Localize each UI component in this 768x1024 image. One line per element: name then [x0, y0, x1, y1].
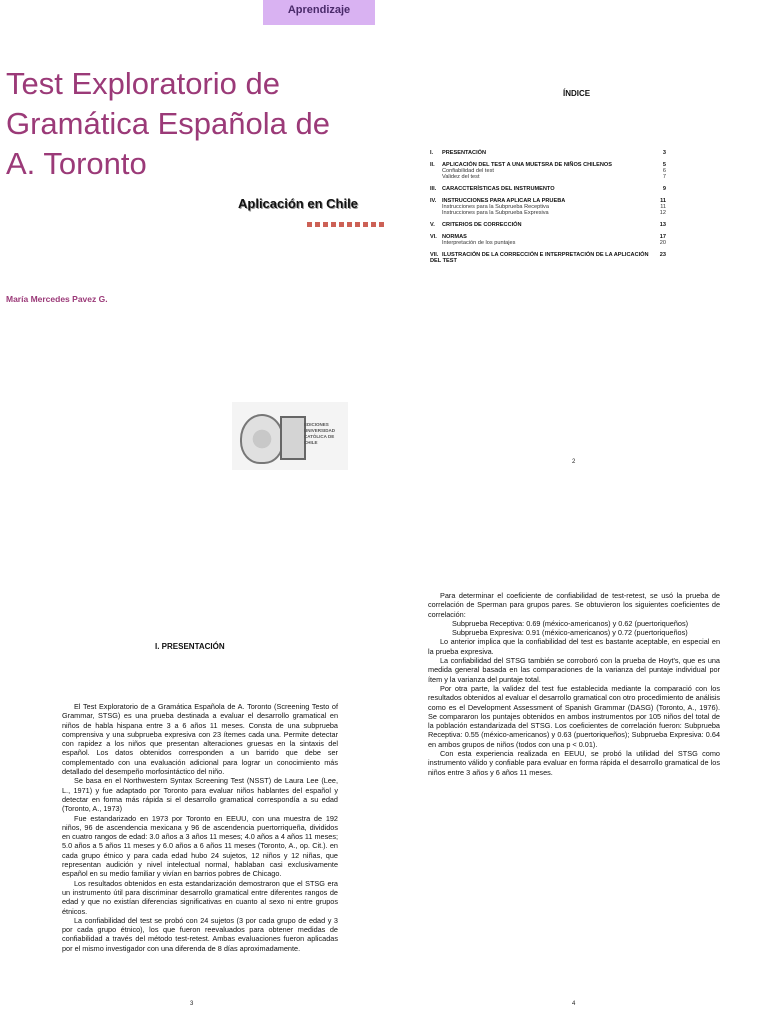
toc-entry-number: II.: [430, 162, 435, 168]
toc-entry-number: III.: [430, 186, 437, 192]
toc-subentry-page: 7: [662, 174, 666, 180]
toc-subentry[interactable]: [430, 210, 666, 216]
publisher-logos: [232, 402, 348, 470]
toc-entry-page: 23: [659, 252, 666, 258]
toc-entry-page: 5: [662, 162, 666, 168]
paragraph: Por otra parte, la validez del test fue establecida mediante la comparació con los resultados obtenidos al evaluar el desarrollo gramatical con otro procedimiento de análisis como es el Development Assessment of Spanish Grammar (DASG) (Toronto, A., 1976). Se compararon los puntajes obtenidos en ambos instrumentos por 105 niños del total de la población estandarizada del STSG. Los coeficientes de correlación fueron: Subprueba Receptiva: 0.55 (méxico-americanos) y 0.63 (puertoriqueños); Subprueba Expresiva: 0.64 en ambos grupos de niños (todos con una p < 0.01).: [428, 683, 720, 749]
toc-entry-page: 17: [659, 234, 666, 240]
paragraph: Lo anterior implica que la confiabilidad del test es bastante aceptable, en especial en la prueba expresiva.: [428, 637, 720, 656]
paragraph: Subprueba Expresiva: 0.91 (méxico-americanos) y 0.72 (puertoriqueños): [452, 628, 688, 638]
right-column-text: [428, 591, 720, 777]
toc-entry-page: 13: [659, 222, 666, 228]
toc-subentry-page: 12: [659, 210, 666, 216]
toc-subentry-label: Instrucciones para la Subprueba Expresiva: [442, 210, 549, 216]
toc-subentry[interactable]: [430, 240, 666, 246]
toc-entry-number: IV.: [430, 198, 437, 204]
toc-entry[interactable]: [430, 186, 666, 192]
toc-subentry-page: 6: [662, 168, 666, 174]
paragraph: Para determinar el coeficiente de confiabilidad de test-retest, se usó la prueba de correlación de Sperman para grupos pares. Se obtuvieron los siguientes coeficientes de correlación:: [428, 591, 720, 619]
paragraph: La confiabilidad del test se probó con 24 sujetos (3 por cada grupo de edad y 3 por cada grupo étnico), los que fueron reevaluados para obtener medidas de confiabilidad a través del método test-retest. Ambas evaluaciones fueron aplicadas por el mismo investigador con una diferenda de 8 días aproximadamente.: [62, 915, 338, 953]
toc-subentry-label: Confiabilidad del test: [442, 168, 494, 174]
toc-entry[interactable]: [430, 162, 666, 180]
paragraph: Los resultados obtenidos en esta estandarización demostraron que el STSG era un instrumento útil para discriminar desarrollo gramatical entre diferentes rangos de edad y que no existían diferencias significativas en cuanto al sexo ni entre grupos étnicos.: [62, 878, 338, 916]
toc-entry-label: CRITERIOS DE CORRECCIÓN: [442, 222, 522, 228]
toc-entry-label: NORMAS: [442, 234, 467, 240]
category-tag[interactable]: Aprendizaje: [263, 0, 375, 25]
toc-entry-number: I.: [430, 150, 434, 156]
toc-subentry-label: Instrucciones para la Subprueba Receptiva: [442, 204, 549, 210]
toc-entry[interactable]: [430, 252, 666, 264]
toc-entry-label: CARACCTERÍSTICAS DEL INSTRUMENTO: [442, 186, 555, 192]
university-seal-icon: [240, 414, 284, 464]
toc-entry-number: V.: [430, 222, 435, 228]
toc-entry-page: 9: [662, 186, 666, 192]
table-of-contents: [430, 150, 666, 270]
toc-entry-label: PRESENTACIÓN: [442, 150, 487, 156]
toc-entry-number: VII.: [430, 252, 439, 258]
toc-entry[interactable]: [430, 234, 666, 246]
publisher-logo-text: EDICIONES UNIVERSIDAD CATÓLICA DE CHILE: [304, 422, 336, 445]
toc-entry-number: VI.: [430, 234, 437, 240]
toc-entry-label: APLICACIÓN DEL TEST A UNA MUETSRA DE NIÑOS CHILENOS: [442, 162, 612, 168]
page-number: 4: [572, 1001, 576, 1007]
toc-entry[interactable]: [430, 222, 666, 228]
toc-subentry-page: 11: [660, 204, 666, 210]
toc-entry-page: 11: [660, 198, 666, 204]
paragraph: Se basa en el Northwestern Syntax Screening Test (NSST) de Laura Lee (Lee, L., 1971) y fue adaptado por Toronto para evaluar niños hablantes del español y detectar en forma más rápida si el desarrollo gramatical correspondía a su edad (Toronto, A., 1973): [62, 776, 338, 814]
publisher-emblem-icon: [280, 416, 306, 460]
toc-subentry-label: Validez del test: [442, 174, 480, 180]
toc-subentry-label: Interpretación de los puntajes: [442, 240, 516, 246]
paragraph: Subprueba Receptiva: 0.69 (méxico-americanos) y 0.62 (puertoriqueños): [452, 618, 689, 628]
paragraph: Con esta experiencia realizada en EEUU, se probó la utilidad del STSG como instrumento válido y confiable para evaluar en forma rápida el desarrollo gramatical de los niños entre 3 años y 6 años 11 meses.: [428, 749, 720, 777]
index-title: ÍNDICE: [563, 89, 591, 98]
left-column-text: [62, 702, 338, 953]
paragraph: La confiabilidad del STSG también se corroboró con la prueba de Hoyt's, que es una medida general basada en las comparaciones de la varianza del puntaje individual por ítem y la varianza del puntaje total.: [428, 656, 720, 684]
section-heading: I. PRESENTACIÓN: [155, 642, 225, 651]
toc-entry-page: 3: [662, 150, 666, 156]
toc-entry-label: INSTRUCCIONES PARA APLICAR LA PRUEBA: [442, 198, 566, 204]
toc-entry[interactable]: [430, 150, 666, 156]
toc-subentry-page: 20: [659, 240, 666, 246]
toc-entry-label: ILUSTRACIÓN DE LA CORRECCIÓN E INTERPRETACIÓN DE LA APLICACIÓN DEL TEST: [430, 252, 649, 264]
page-number: 2: [572, 459, 576, 465]
page-number: 3: [190, 1001, 194, 1007]
faded-text-artifact: [307, 222, 385, 227]
paragraph: El Test Exploratorio de a Gramática Española de A. Toronto (Screening Testo of Grammar, STSG) es una prueba destinada a evaluar el desarrollo gramatical en niños de habla hispana entre 3 a 6 años 11 meses. Consta de una subprueba comprensiva y una subprueba expresiva con 23 ítemes cada una. Permite detectar con rapidez a los niños que presentan alteraciones gruesas en la sintaxis del español. Los datos obtenidos corresponden a un barrido que debe ser complementado con una evaluación adicional para lograr un conocimiento más detallado del desempeño morfosintáctico del niño.: [62, 702, 338, 777]
paragraph: Fue estandarizado en 1973 por Toronto en EEUU, con una muestra de 192 niños, 96 de ascendencia mexicana y 96 de ascendencia puertorriqueña, divididos en cuatro rangos de edad: 3.0 años a 3 años 11 meses; 4.0 años a 4 años 11 meses; 5.0 años a 5 años 11 meses y 6.0 años a 6 años 11 meses (Toronto, A., op. Cit.). en cada grupo étnico y para cada edad hubo 24 sujetos, 12 niños y 12 niñas, que representan audición y nivel intelectual normal, hablaban casi exclusivamente español en su medio familiar y vivían en barrios pobres de Chicago.: [62, 813, 338, 879]
toc-subentry[interactable]: [430, 174, 666, 180]
cover-subtitle: Aplicación en Chile: [238, 196, 358, 211]
toc-entry[interactable]: [430, 198, 666, 216]
cover-author: María Mercedes Pavez G.: [6, 294, 108, 304]
cover-title: Test Exploratorio de Gramática Española de A. Toronto: [6, 66, 330, 181]
